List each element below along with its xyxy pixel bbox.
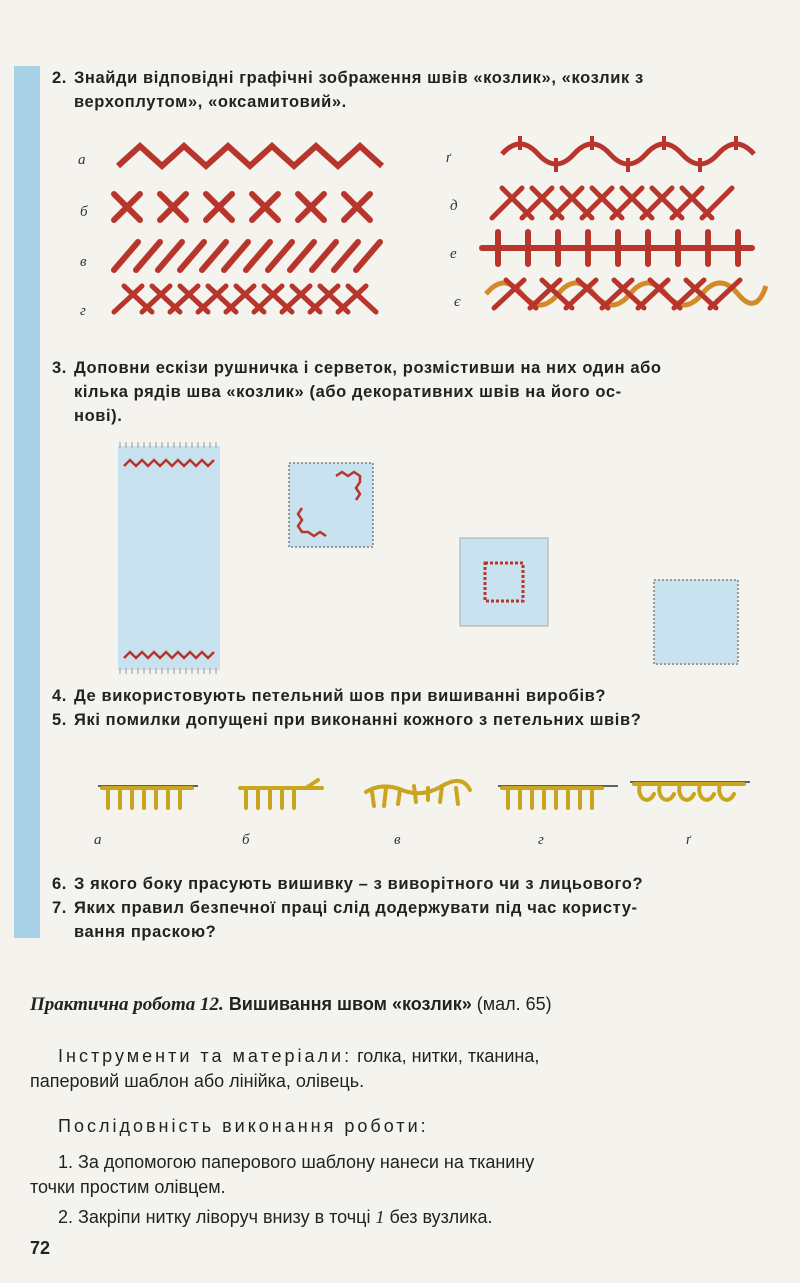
napkin-corners-sketch (286, 460, 376, 550)
question-6 (52, 872, 770, 896)
stitch-label-g: ґ (446, 150, 451, 166)
stitch-label-b: б (80, 204, 88, 220)
question-text: верхоплутом», «оксамитовий». (74, 93, 347, 111)
napkin-center-sketch (458, 536, 550, 628)
practical-title-ref: (мал. 65) (476, 994, 552, 1014)
buttonhole-stitch-b (236, 778, 326, 812)
question-5 (52, 708, 770, 732)
stitch-label-a: а (78, 152, 86, 168)
practical-title-italic: Практична робота 12. (30, 994, 224, 1015)
question-text: Яких правил безпечної праці слід додержувати під час користу- (74, 899, 638, 917)
sidebar-stripe (14, 66, 40, 938)
stitch-laced-herringbone (484, 274, 769, 314)
step-1-line-2: точки простим олівцем. (30, 1177, 226, 1197)
stitch-label-h: г (80, 303, 86, 319)
question-text: кілька рядів шва «козлик» (або декоративних швів на його ос- (74, 383, 622, 401)
buttonhole-label-a: а (94, 832, 102, 848)
practical-title (30, 994, 552, 1016)
buttonhole-label-b: б (242, 832, 250, 848)
buttonhole-label-v: в (394, 832, 401, 848)
stitch-label-d: д (450, 198, 458, 214)
buttonhole-label-h: г (538, 832, 544, 848)
tools-text-2: паперовий шаблон або лінійка, олівець. (30, 1071, 365, 1091)
stitch-label-e: е (450, 246, 457, 262)
step-1-line-1: 1. За допомогою паперового шаблону нанеси на тканину (58, 1152, 535, 1172)
step-2 (30, 1205, 770, 1230)
sequence-label: Послідовність виконання роботи: (58, 1116, 429, 1136)
question-text: З якого боку прасують вишивку – з виворітного чи з лицьового? (74, 875, 644, 893)
question-number: 2. (52, 69, 67, 87)
buttonhole-label-g: ґ (686, 832, 691, 848)
question-number: 6. (52, 875, 67, 893)
question-text: Які помилки допущені при виконанні кожного з петельних швів? (74, 711, 642, 729)
stitch-herringbone (112, 282, 392, 318)
question-number: 3. (52, 359, 67, 377)
question-number: 7. (52, 899, 67, 917)
stitch-wave-ticks (500, 134, 770, 174)
buttonhole-stitch-a (98, 778, 198, 812)
tools-label: Інструменти та матеріали: (58, 1046, 353, 1066)
stitch-cross (110, 190, 390, 224)
napkin-blank-sketch (650, 576, 742, 668)
question-3 (52, 356, 770, 428)
question-text: Знайди відповідні графічні зображення швів «козлик», «козлик з (74, 69, 644, 87)
stitch-zigzag (118, 142, 388, 172)
practical-title-bold: Вишивання швом «козлик» (228, 994, 472, 1014)
question-2 (52, 66, 770, 114)
buttonhole-stitch-g (498, 778, 618, 812)
towel-sketch (116, 440, 224, 676)
question-7 (52, 896, 770, 944)
question-text: Де використовують петельний шов при вишиванні виробів? (74, 687, 607, 705)
stitch-double-herringbone (488, 184, 768, 224)
step-2-point: 1 (375, 1207, 385, 1227)
question-4 (52, 684, 770, 708)
question-number: 5. (52, 711, 67, 729)
page-number: 72 (30, 1238, 51, 1258)
question-text: вання праскою? (74, 923, 217, 941)
stitch-label-v: в (80, 254, 87, 270)
question-number: 4. (52, 687, 67, 705)
question-text: Доповни ескізи рушничка і серветок, розмістивши на них один або (74, 359, 662, 377)
step-2-suffix: без вузлика. (384, 1207, 493, 1227)
step-2-prefix: 2. Закріпи нитку ліворуч внизу в точці (58, 1207, 376, 1227)
tools-line (30, 1044, 770, 1069)
tools-text: голка, нитки, тканина, (357, 1046, 540, 1066)
buttonhole-stitch-v (362, 772, 474, 812)
stitch-label-ye: є (454, 294, 461, 310)
stitch-slanted (110, 238, 390, 274)
question-text: нові). (74, 407, 123, 425)
buttonhole-stitch-g2 (630, 772, 750, 812)
stitch-line-crosses (480, 230, 760, 266)
